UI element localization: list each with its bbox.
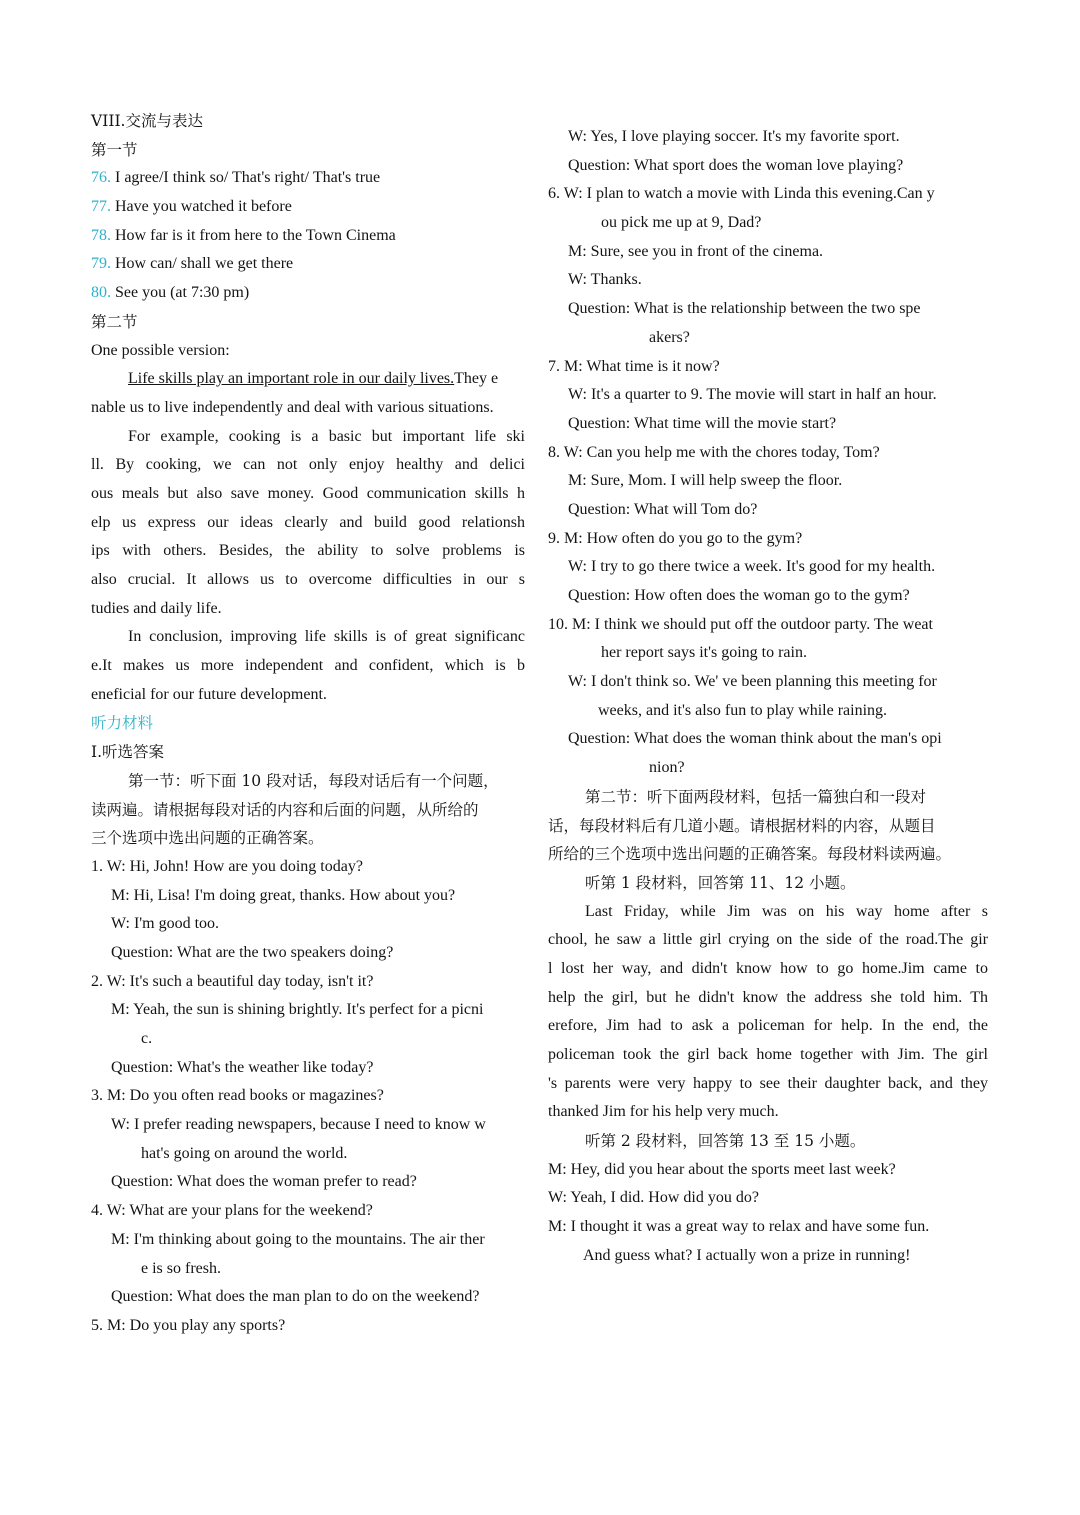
line-text: 第二节：听下面两段材料，包括一篇独白和一段对 [585, 787, 927, 806]
right-text-line [548, 725, 988, 754]
left-text-line [91, 996, 525, 1025]
line-text: M: Hi, Lisa! I'm doing great, thanks. How about you? [111, 886, 456, 904]
left-text-line [91, 193, 525, 222]
right-text-line [548, 496, 988, 525]
line-text: Last Friday, while Jim was on his way home after s [585, 902, 988, 920]
left-text-line [91, 337, 525, 366]
line-text: hat's going on around the world. [141, 1144, 348, 1162]
line-text: In conclusion, improving life skills is of great significanc [128, 628, 525, 646]
line-text: e.It makes us more independent and confident, which is b [91, 657, 525, 675]
right-text-line [548, 955, 988, 984]
line-text: 10. M: I think we should put off the outdoor party. The weat [548, 615, 933, 633]
line-text: 听第 2 段材料，回答第 13 至 15 小题。 [585, 1132, 866, 1151]
left-text-line [91, 279, 525, 308]
line-text: M: I'm thinking about going to the mountains. The air ther [111, 1230, 485, 1248]
line-text: 9. M: How often do you go to the gym? [548, 529, 803, 547]
line-text: W: It's a quarter to 9. The movie will start in half an hour. [568, 386, 937, 404]
line-text: I.听选答案 [91, 743, 165, 762]
line-text: M: Sure, see you in front of the cinema. [568, 242, 824, 260]
line-text: eneficial for our future development. [91, 685, 327, 703]
right-text-line [548, 238, 988, 267]
left-text-line [91, 968, 525, 997]
right-text-line [548, 381, 988, 410]
left-text-line [91, 250, 525, 279]
line-text: W: Yes, I love playing soccer. It's my favorite sport. [568, 128, 900, 145]
right-text-line [548, 1041, 988, 1070]
line-text: 2. W: It's such a beautiful day today, isn't it? [91, 972, 374, 990]
line-text: Question: What's the weather like today? [111, 1058, 374, 1076]
line-text: 第二节 [91, 312, 138, 331]
right-text-line [548, 295, 988, 324]
line-text: M: I thought it was a great way to relax and have some fun. [548, 1218, 930, 1236]
line-text: ou pick me up at 9, Dad? [601, 214, 762, 232]
left-text-line [91, 1283, 525, 1312]
right-text-line [548, 984, 988, 1013]
line-text: 1. W: Hi, John! How are you doing today? [91, 857, 363, 875]
right-text-line [548, 1012, 988, 1041]
left-text-line [91, 767, 525, 796]
left-text-line [91, 107, 525, 136]
line-text: How far is it from here to the Town Cinema [111, 226, 396, 244]
line-text: Question: What are the two speakers doing? [111, 943, 394, 961]
left-text-line [91, 1025, 525, 1054]
line-text: Question: What will Tom do? [568, 500, 758, 518]
right-text-line [548, 467, 988, 496]
line-text: her report says it's going to rain. [601, 644, 807, 662]
line-text: 5. M: Do you play any sports? [91, 1316, 286, 1334]
line-text: W: I try to go there twice a week. It's good for my health. [568, 558, 936, 576]
line-text: Question: What does the man plan to do on the weekend? [111, 1288, 480, 1306]
line-text: Question: How often does the woman go to the gym? [568, 587, 910, 604]
line-text: M: Sure, Mom. I will help sweep the floor. [568, 472, 843, 490]
line-text: W: I don't think so. We' ve been planning this meeting for [568, 673, 937, 691]
line-text: 三个选项中选出问题的正确答案。 [91, 829, 324, 848]
right-text-line [548, 209, 988, 238]
right-text-line [548, 266, 988, 295]
left-text-line [91, 566, 525, 595]
right-text-line [548, 611, 988, 640]
left-text-line [91, 623, 525, 652]
line-text: also crucial. It allows us to overcome difficulties in our s [91, 571, 525, 588]
right-text-line [548, 123, 988, 152]
right-text-line [548, 840, 988, 869]
line-text: 听第 1 段材料，回答第 11、12 小题。 [585, 873, 856, 892]
line-text: chool, he saw a little girl crying on the side of the road.The gir [548, 931, 988, 949]
left-text-line [91, 1168, 525, 1197]
question-number: 76. [91, 169, 111, 187]
line-text: e is so fresh. [141, 1259, 221, 1277]
right-text-line [548, 1184, 988, 1213]
left-text-line [91, 394, 525, 423]
left-text-line [91, 537, 525, 566]
left-column [91, 107, 525, 1341]
right-text-line [548, 1070, 988, 1099]
line-text: 's parents were very happy to see their daughter back, and they [548, 1074, 988, 1092]
line-text: help the girl, but he didn't know the address she told him. Th [548, 988, 988, 1006]
line-text: nion? [649, 759, 685, 777]
line-text: M: Yeah, the sun is shining brightly. It's perfect for a picni [111, 1001, 484, 1019]
line-text: And guess what? I actually won a prize in running! [583, 1246, 911, 1264]
line-text: 第一节 [91, 140, 138, 159]
line-text: 听力材料 [91, 714, 154, 733]
line-text: Question: What sport does the woman love playing? [568, 156, 904, 174]
left-text-line [91, 164, 525, 193]
left-text-line [91, 1111, 525, 1140]
question-number: 80. [91, 284, 111, 302]
line-text: 第一节：听下面 10 段对话，每段对话后有一个问题， [128, 771, 499, 790]
right-text-line [548, 1127, 988, 1156]
left-text-line [91, 681, 525, 710]
left-text-line [91, 1054, 525, 1083]
right-text-line [548, 697, 988, 726]
right-text-line [548, 553, 988, 582]
line-text: akers? [649, 328, 690, 346]
left-text-line [91, 1226, 525, 1255]
right-text-line [548, 152, 988, 181]
right-text-line [548, 1213, 988, 1242]
line-text: elp us express our ideas clearly and build good relationsh [91, 513, 525, 531]
right-text-line [548, 639, 988, 668]
left-text-line [91, 423, 525, 452]
line-text: ous meals but also save money. Good communication skills h [91, 484, 525, 502]
left-text-line [91, 509, 525, 538]
line-text: How can/ shall we get there [111, 255, 294, 273]
right-text-line [548, 410, 988, 439]
right-column [548, 123, 988, 1271]
line-text: 6. W: I plan to watch a movie with Linda this evening.Can y [548, 185, 935, 203]
left-text-line [91, 365, 525, 394]
right-text-line [548, 1156, 988, 1185]
right-text-line [548, 898, 988, 927]
left-text-line [91, 882, 525, 911]
left-text-line [91, 222, 525, 251]
line-text: W: Yeah, I did. How did you do? [548, 1189, 759, 1207]
right-text-line [548, 1242, 988, 1271]
left-text-line [91, 1312, 525, 1341]
line-text: See you (at 7:30 pm) [111, 284, 250, 302]
left-text-line [91, 308, 525, 337]
line-text: Question: What does the woman prefer to read? [111, 1173, 417, 1191]
line-text: One possible version: [91, 341, 230, 359]
line-text: Have you watched it before [111, 198, 292, 216]
left-text-line [91, 480, 525, 509]
left-text-line [91, 1197, 525, 1226]
left-text-line [91, 738, 525, 767]
line-text: They e [454, 370, 499, 388]
line-text: 4. W: What are your plans for the weekend? [91, 1202, 373, 1220]
right-text-line [548, 754, 988, 783]
left-text-line [91, 1255, 525, 1284]
right-text-line [548, 439, 988, 468]
line-text: weeks, and it's also fun to play while raining. [598, 701, 888, 719]
line-text: ips with others. Besides, the ability to solve problems is [91, 542, 525, 560]
right-text-line [548, 353, 988, 382]
left-text-line [91, 709, 525, 738]
left-text-line [91, 824, 525, 853]
line-text: Question: What does the woman think about the man's opi [568, 730, 942, 748]
line-text: 读两遍。请根据每段对话的内容和后面的问题，从所给的 [91, 800, 479, 819]
line-text: 话，每段材料后有几道小题。请根据材料的内容，从题目 [548, 816, 936, 835]
left-text-line [91, 796, 525, 825]
right-text-line [548, 180, 988, 209]
left-text-line [91, 1140, 525, 1169]
line-text: nable us to live independently and deal with various situations. [91, 398, 494, 416]
line-text: Question: What time will the movie start? [568, 414, 837, 432]
line-text: I agree/I think so/ That's right/ That's true [111, 169, 381, 187]
line-text: W: I prefer reading newspapers, because I need to know w [111, 1116, 486, 1134]
line-text: 3. M: Do you often read books or magazines? [91, 1087, 384, 1105]
line-text: policeman took the girl back home together with Jim. The girl [548, 1046, 988, 1063]
question-number: 77. [91, 198, 111, 216]
question-number: 79. [91, 255, 111, 273]
right-text-line [548, 582, 988, 611]
line-text: erefore, Jim had to ask a policeman for help. In the end, the [548, 1017, 988, 1035]
line-text: 所给的三个选项中选出问题的正确答案。每段材料读两遍。 [548, 845, 952, 864]
right-text-line [548, 1098, 988, 1127]
question-number: 78. [91, 226, 111, 244]
line-text: tudies and daily life. [91, 599, 222, 617]
left-text-line [91, 910, 525, 939]
line-text: l lost her way, and didn't know how to go home.Jim came to [548, 959, 988, 977]
right-text-line [548, 926, 988, 955]
right-text-line [548, 869, 988, 898]
line-text: 7. M: What time is it now? [548, 357, 720, 375]
right-text-line [548, 525, 988, 554]
line-text: M: Hey, did you hear about the sports meet last week? [548, 1160, 896, 1178]
line-text: VIII.交流与表达 [91, 112, 203, 130]
left-text-line [91, 451, 525, 480]
right-text-line [548, 324, 988, 353]
left-text-line [91, 939, 525, 968]
line-text: Question: What is the relationship between the two spe [568, 300, 921, 318]
line-text: thanked Jim for his help very much. [548, 1103, 779, 1121]
left-text-line [91, 853, 525, 882]
left-text-line [91, 595, 525, 624]
line-text: ll. By cooking, we can not only enjoy healthy and delici [91, 456, 525, 474]
right-text-line [548, 783, 988, 812]
left-text-line [91, 136, 525, 165]
line-text: W: Thanks. [568, 271, 642, 289]
right-text-line [548, 668, 988, 697]
line-text: c. [141, 1030, 153, 1047]
left-text-line [91, 1082, 525, 1111]
underlined-topic-sentence: Life skills play an important role in our daily lives. [128, 370, 455, 388]
line-text: 8. W: Can you help me with the chores today, Tom? [548, 443, 880, 461]
right-text-line [548, 812, 988, 841]
left-text-line [91, 652, 525, 681]
line-text: W: I'm good too. [111, 915, 220, 933]
line-text: For example, cooking is a basic but important life ski [128, 427, 525, 445]
